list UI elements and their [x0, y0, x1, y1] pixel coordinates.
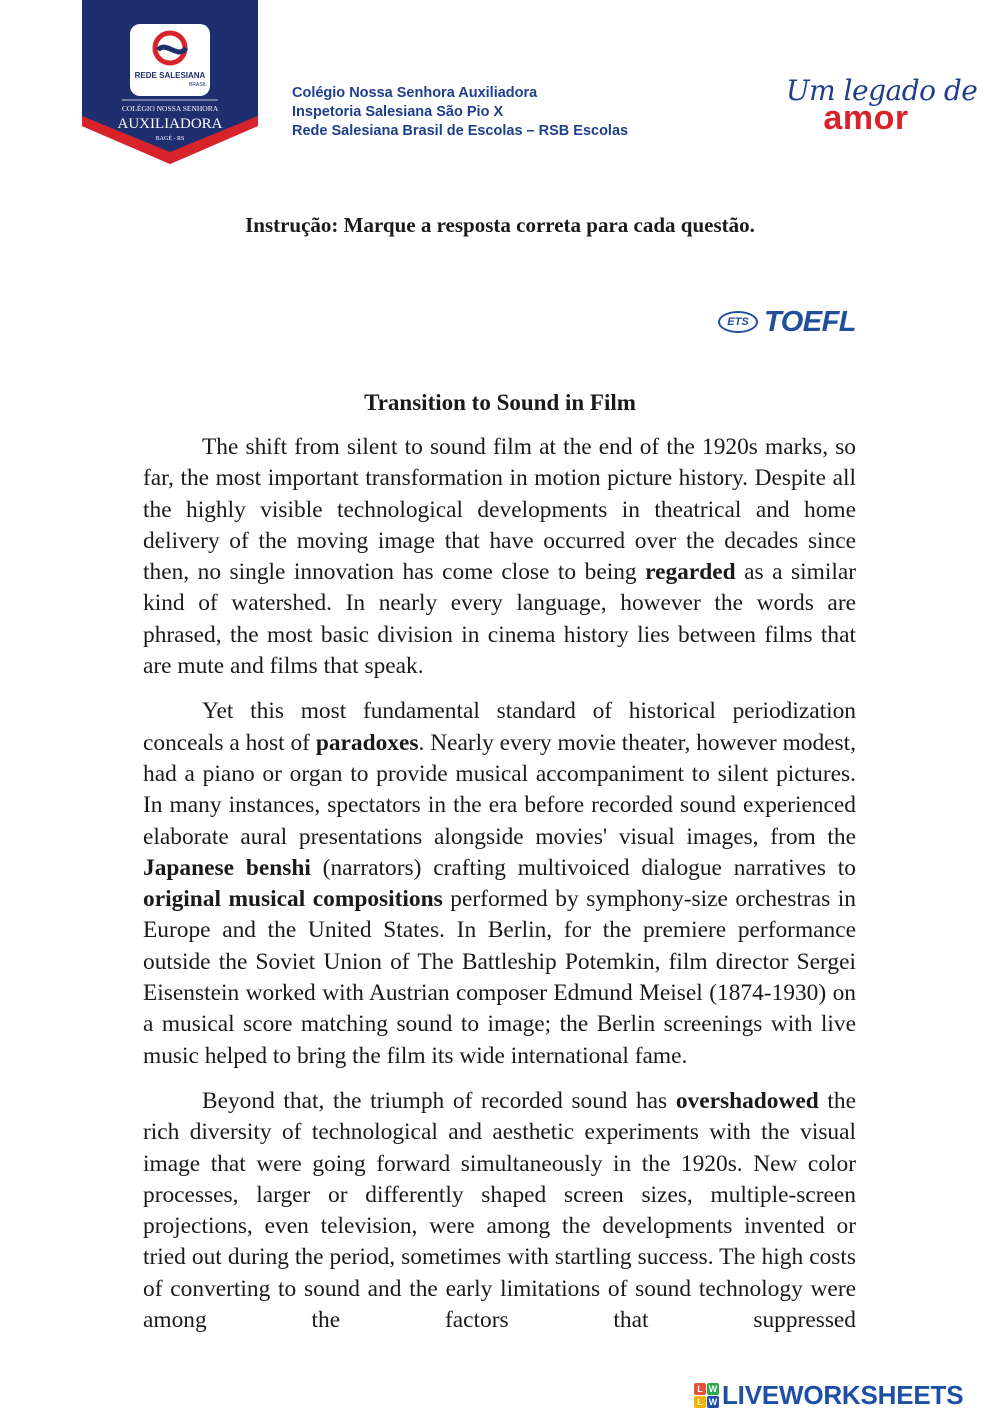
text-run: Beyond that, the triumph of recorded sound has: [202, 1087, 676, 1114]
lw-icon-cell: W: [708, 1383, 718, 1394]
bold-term: regarded: [645, 559, 736, 586]
slogan-top: Um legado de: [786, 74, 978, 107]
bold-term: Japanese benshi: [143, 854, 311, 881]
text-run: The shift from silent to sound film at the end of the 1920s marks, so far, the most important transformation in motion picture history. Despite all the highly visible technological developments in theatrical and home delivery of the moving image that have occurred over the decades since then, no single innovation has come close to being: [143, 434, 856, 586]
ets-logo-icon: ETS: [718, 311, 758, 333]
lw-icon-cell: W: [708, 1396, 718, 1407]
school-info: [292, 84, 628, 141]
slogan-logo: [786, 74, 978, 137]
article-title: Transition to Sound in Film: [364, 390, 636, 415]
svg-text:BAGÉ - RS: BAGÉ - RS: [155, 136, 185, 142]
text-run: . Nearly every movie theater, however modest, had a piano or organ to provide musical accompaniment to silent pictures. In many instances, spectators in the era before recorded sound experienced elaborate aural presentations alongside movies' visual images, from the: [143, 729, 856, 850]
svg-text:REDE SALESIANA: REDE SALESIANA: [134, 71, 206, 80]
svg-text:AUXILIADORA: AUXILIADORA: [117, 116, 223, 132]
text-run: performed by symphony-size orchestras in Europe and the United States. In Berlin, for the premiere performance outside the Soviet Union of The Battleship Potemkin, film director Sergei Eisenstein worked with Austrian composer Edmund Meisel (1874-1930) on a musical score matching sound to image; the Berlin screenings with live music helped to bring the film its wide international fame.: [143, 886, 856, 1069]
lw-icon-cell: L: [694, 1383, 706, 1395]
liveworksheets-logo: [694, 1381, 963, 1409]
instruction-heading: Instrução: Marque a resposta correta para cada questão.: [245, 213, 755, 237]
liveworksheets-icon: [694, 1383, 719, 1408]
svg-text:BRASIL: BRASIL: [189, 82, 207, 88]
toefl-wordmark: TOEFL: [764, 305, 857, 338]
text-run: Yet this most fundamental standard of historical periodization conceals a host of: [143, 698, 856, 756]
liveworksheets-wordmark: LIVEWORKSHEETS: [722, 1379, 964, 1410]
text-run: the rich diversity of technological and aesthetic experiments with the visual image that were going forward simultaneously in the 1920s. New color processes, larger or differently shaped screen sizes, multiple-screen projections, even television, were among the developments invented or tried out during the period, sometimes with startling success. The high costs of converting to sound and the early limitations of sound technology were among the factors that suppressed: [143, 1087, 856, 1334]
school-line-1: Colégio Nossa Senhora Auxiliadora: [292, 85, 538, 101]
paragraph-1: [143, 432, 856, 682]
text-run: as a similar kind of watershed. In nearly every language, however the words are phrased, the most basic division in cinema history lies between films that are mute and films that speak.: [143, 559, 856, 680]
svg-text:COLÉGIO NOSSA SENHORA: COLÉGIO NOSSA SENHORA: [121, 104, 219, 113]
school-line-3: Rede Salesiana Brasil de Escolas – RSB Escolas: [292, 123, 629, 139]
text-run: (narrators) crafting multivoiced dialogue narratives to: [310, 854, 857, 881]
school-badge: [82, 0, 258, 164]
school-line-2: Inspetoria Salesiana São Pio X: [292, 104, 504, 120]
lw-icon-cell: L: [694, 1396, 706, 1408]
paragraph-3: [143, 1086, 856, 1336]
bold-term: overshadowed: [675, 1087, 819, 1114]
bold-term: original musical compositions: [143, 886, 443, 913]
article-body: [143, 432, 856, 1350]
school-crest-graphic: [82, 0, 258, 164]
toefl-logo: [718, 304, 856, 340]
slogan-bottom: amor: [823, 99, 909, 137]
bold-term: paradoxes: [315, 729, 419, 756]
paragraph-2: [143, 696, 856, 1072]
